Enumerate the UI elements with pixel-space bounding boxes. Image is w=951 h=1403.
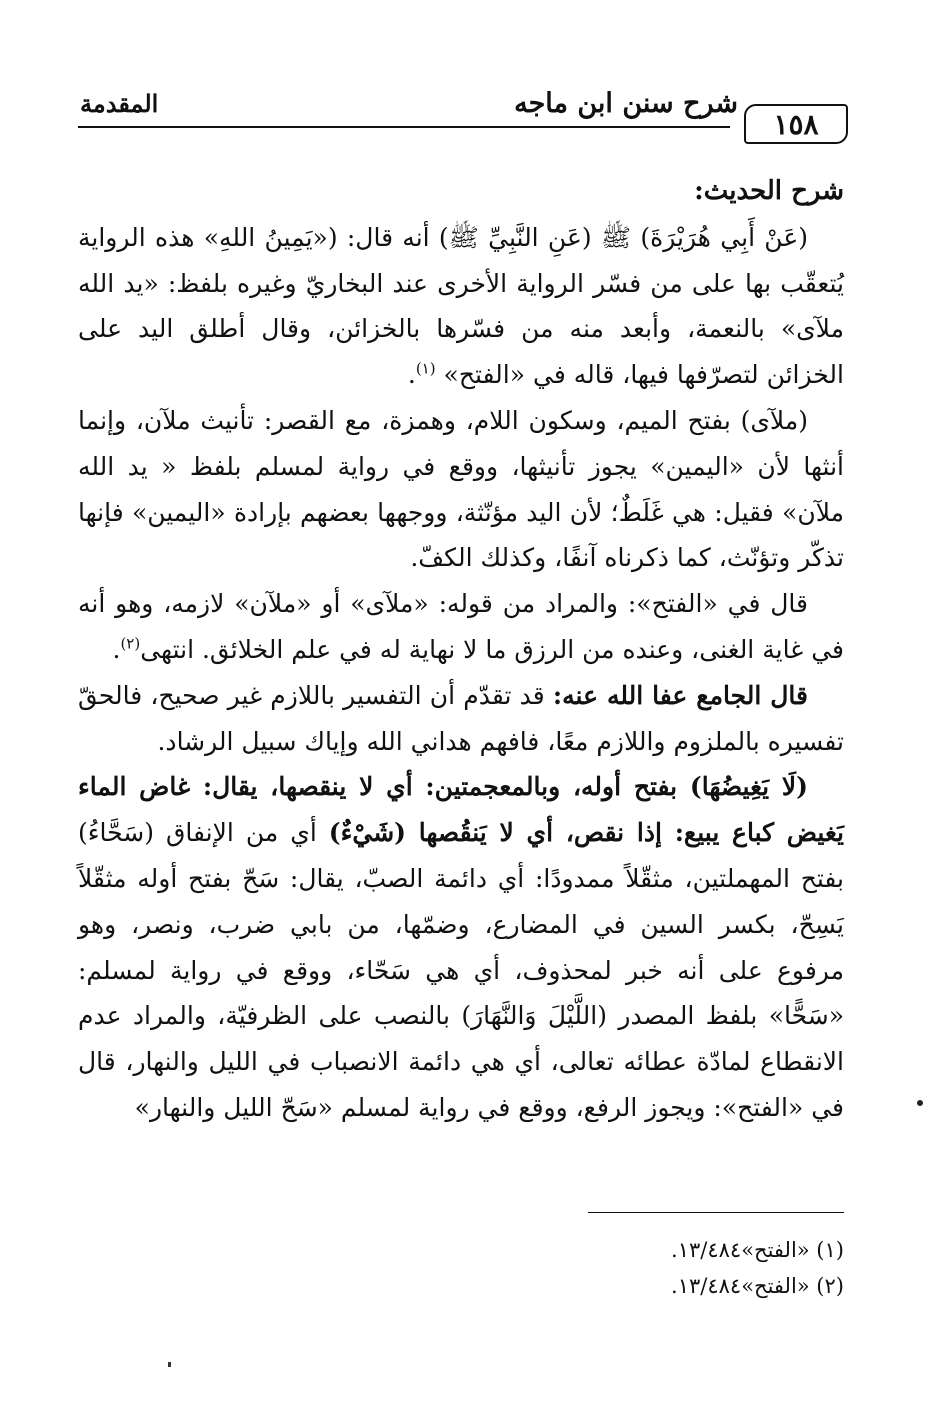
footnote-2: (٢) «الفتح»١٣/٤٨٤. (671, 1274, 844, 1298)
bottom-mark (168, 1362, 171, 1367)
paragraph-3 (78, 581, 844, 673)
paragraph-1-end: . (407, 360, 416, 390)
paragraph-5-lead: (لَا يَغِيضُهَا) بفتح أوله، وبالمعجمتين: أي لا ينقصها، يقال: غاض الماء يَغيض كباع يبيع: إذا نقص، أي لا يَنقُصها (شَيْءٌ) (78, 772, 844, 848)
footnote-ref-2[interactable]: (٢) (120, 634, 141, 653)
paragraph-3-end: . (112, 634, 121, 664)
paragraph-2-text: (ملآى) بفتح الميم، وسكون اللام، وهمزة، مع القصر: تأنيث ملآن، وإنما أنثها لأن «اليمين» يجوز تأنيثها، ووقع في رواية لمسلم بلفظ « يد الله ملآن» فقيل: هي غَلَطٌ؛ لأن اليد مؤنّثة، ووجهها بعضهم بإرادة «اليمين» فإنها تذكّر وتؤنّث، كما ذكرناه آنفًا، وكذلك الكفّ. (78, 405, 844, 573)
paragraph-1-text: (عَنْ أَبِي هُرَيْرَةَ) ﷺ (عَنِ النَّبِيِّ ﷺ) أنه قال: («يَمِينُ اللهِ» هذه الرواية يُتعقّب بها على من فسّر الرواية الأخرى عند البخاريّ وغيره بلفظ: «يد الله ملآى» بالنعمة، وأبعد منه من فسّرها بالخزائن، وقال أطلق اليد على الخزائن لتصرّفها فيها، قاله في «الفتح» (78, 222, 844, 390)
footnotes (78, 1232, 844, 1304)
page-header (78, 84, 848, 154)
footnote-ref-1[interactable]: (١) (415, 359, 436, 378)
paragraph-1 (78, 215, 844, 398)
margin-mark (917, 1100, 923, 1106)
footnote-rule (588, 1212, 844, 1213)
footnote-1: (١) «الفتح»١٣/٤٨٤. (671, 1238, 844, 1262)
main-text (78, 168, 844, 1131)
paragraph-5-text: أي من الإنفاق (سَحَّاءُ) بفتح المهملتين، مثقّلاً ممدودًا: أي دائمة الصبّ، يقال: سَحّ بفتح أوله مثقّلاً يَسِحّ، بكسر السين في المضارع، وضمّها، من بابي ضرب، ونصر، وهو مرفوع على أنه خبر لمحذوف، أي هي سَحّاء، ووقع في رواية لمسلم: «سَحًّا» بلفظ المصدر (اللَّيْلَ وَالنَّهَارَ) بالنصب على الظرفيّة، والمراد عدم الانقطاع لمادّة عطائه تعالى، أي هي دائمة الانصباب في الليل والنهار، قال في «الفتح»: ويجوز الرفع، ووقع في رواية لمسلم «سَحّ الليل والنهار» (78, 818, 844, 1122)
paragraph-4-lead: قال الجامع عفا الله عنه: (552, 680, 808, 710)
heading-text: شرح الحديث: (694, 176, 844, 206)
section-heading (78, 168, 844, 215)
paragraph-5 (78, 764, 844, 1130)
book-title: شرح سنن ابن ماجه (514, 88, 738, 119)
paragraph-4-text: قد تقدّم أن التفسير باللازم غير صحيح، فالحقّ تفسيره بالملزوم واللازم معًا، فافهم هداني الله وإياك سبيل الرشاد. (78, 680, 844, 756)
paragraph-4 (78, 673, 844, 765)
section-title: المقدمة (80, 89, 159, 118)
paragraph-2 (78, 398, 844, 581)
paragraph-3-text: قال في «الفتح»: والمراد من قوله: «ملآى» أو «ملآن» لازمه، وهو أنه في غاية الغنى، وعنده من الرزق ما لا نهاية له في علم الخلائق. انتهى (78, 589, 844, 664)
page-number: ١٥٨ (744, 104, 848, 144)
header-rule (78, 126, 730, 128)
